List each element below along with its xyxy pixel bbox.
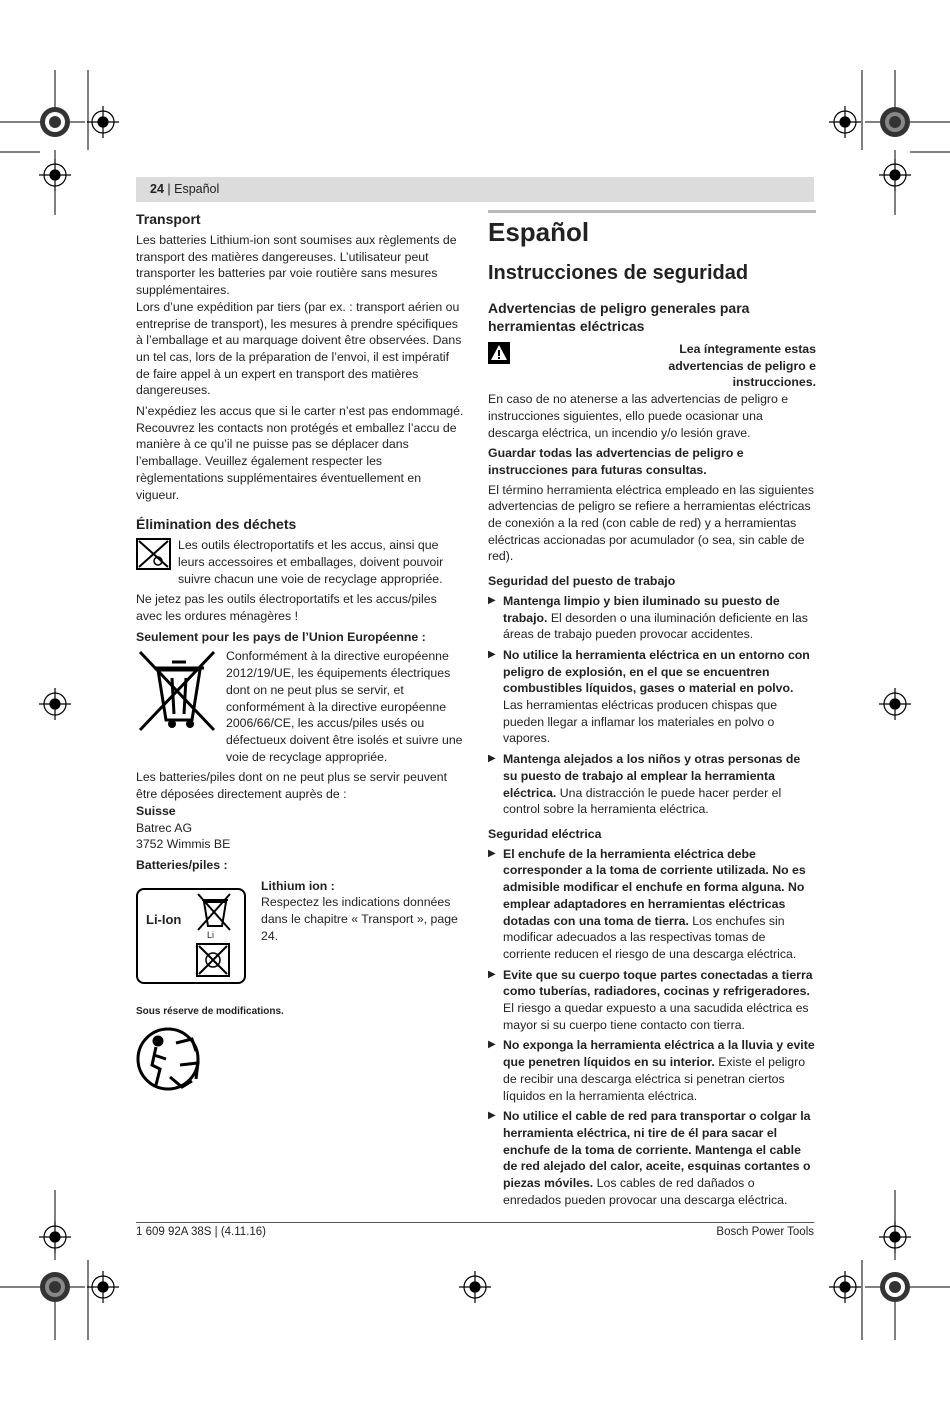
reserve-note: Sous réserve de modifications. [136,1005,284,1017]
bullet-triangle-icon: ▶ [488,1110,496,1122]
header-bar [136,177,814,202]
workplace-heading: Seguridad del puesto de trabajo [488,574,676,589]
header-section: | Español [167,182,220,196]
transport-paragraph-2: Lors d’une expédition par tiers (par ex. : transport aérien ou entreprise de transport), les mesures à prendre spécifiques à l’emballage et au marquage doivent être observées. Dans un tel cas, lors de la préparation de l’envoi, il est impératif de faire appel à un expert en transport des matières dangereuses. [136,299,462,398]
transport-paragraph-3: N’expédiez les accus que si le carter n’est pas endommagé. Recouvrez les contacts non protégés et emballez l’accu de manière à ce qu’il ne puisse pas se déplacer dans l’emballage. Veuillez également respecter les règlementations supplémentaires éventuellement en vigueur. [136,404,464,502]
li-ion-badge [136,888,246,984]
term-definition: El término herramienta eléctrica empleado en las siguientes advertencias de peligro se refiere a herramientas eléctricas de conexión a la red (con cable de red) y a herramientas eléctricas accionadas por acumulador (o sea, sin cable de red). [488,482,815,564]
safety-heading: Instrucciones de seguridad [488,262,749,284]
triman-icon [136,1025,208,1095]
lithium-info [261,878,464,984]
address-label: 3752 Wimmis BE [136,837,231,852]
bullet-triangle-icon: ▶ [488,594,496,606]
page-header [150,182,219,196]
return-text: Les batteries/piles dont on ne peut plus se servir peuvent être déposées directement auprès de : [136,770,448,802]
bullet-triangle-icon: ▶ [488,968,496,980]
eu-heading: Seulement pour les pays de l’Union Européenne : [136,629,426,644]
bullet-triangle-icon: ▶ [488,847,496,859]
li-ion-label: Li-Ion [146,911,182,927]
list-item: ▶ No utilice la herramienta eléctrica en un entorno con peligro de explosión, en el que se encuentren combustibles líquidos, gases o material en polvo. Las herramientas eléctricas producen chispas que pueden llegar a inflamar los materiales en polvo o vapores. [488,647,810,746]
right-column [488,210,816,1208]
page-number: 24 [150,182,164,196]
batrec-label: Batrec AG [136,820,193,835]
list-item: ▶ No utilice el cable de red para transportar o colgar la herramienta eléctrica, ni tire de él para sacar el enchufe de la toma de corriente. Mantenga el cable de red alejado del calor, aceite, esquinas cortantes o piezas móviles. Los cables de red dañados o enredados pueden provocar una descarga eléctrica. [488,1109,811,1207]
list-item: ▶ Mantenga alejados a los niños y otras personas de su puesto de trabajo al emplear la herramienta eléctrica. Una distracción le puede hacer perder el control sobre la herramienta eléctrica. [488,752,801,817]
page-title: Español [488,210,816,247]
keep-instructions: Guardar todas las advertencias de peligro e instrucciones para futuras consultas. [488,446,744,477]
warning-bold-text: Lea íntegramente estas advertencias de peligro e instrucciones. [668,342,816,390]
eu-text: Conformément à la directive européenne 2012/19/UE, les équipements électriques dont on ne peut plus se servir, et conformément à la directive européenne 2006/66/CE, les accus/piles usés ou défectueux doivent être isolés et suivre une voie de recyclage appropriée. [226,649,463,764]
recycle-tools-icon [136,537,172,571]
general-warnings-heading: Advertencias de peligro generales para herramientas eléctricas [488,300,750,334]
disposal-paragraph-2: Ne jetez pas les outils électroportatifs et les accus/piles avec les ordures ménagères ! [136,592,437,624]
warning-triangle-icon [488,342,510,364]
li-small-label: Li [207,929,215,940]
bullet-triangle-icon: ▶ [488,753,496,765]
lithium-text: Respectez les indications données dans le chapitre « Transport », page 24. [261,895,458,943]
battery-bin-icon [194,892,234,934]
warning-block [488,341,816,441]
crossed-bin-icon [136,648,218,734]
recycle-bin-icon [196,943,230,977]
electric-heading: Seguridad eléctrica [488,826,602,841]
list-item: ▶ No exponga la herramienta eléctrica a la lluvia y evite que penetren líquidos en su interior. Existe el peligro de recibir una descarga eléctrica si penetran ciertos líquidos en la herramienta eléctrica. [488,1038,815,1103]
left-column [136,210,464,1100]
list-item: ▶ Evite que su cuerpo toque partes conectadas a tierra como tuberías, radiadores, cocinas y refrigeradores. El riesgo a quedar expuesto a una sacudida eléctrica es mayor si su cuerpo tiene contacto con tierra. [488,967,813,1032]
lithium-heading: Lithium ion : [261,878,335,893]
batteries-heading: Batteries/piles : [136,857,228,872]
footer-divider [136,1222,814,1223]
battery-block [136,878,464,984]
eu-block [136,648,464,765]
transport-paragraph-1: Les batteries Lithium-ion sont soumises aux règlements de transport des matières dangereuses. L’utilisateur peut transporter les batteries par voie routière sans mesures supplémentaires. [136,233,457,298]
warning-rest-text: En caso de no atenerse a las advertencias de peligro e instrucciones siguientes, ello puede ocasionar una descarga eléctrica, un incendio y/o lesión grave. [488,392,789,440]
list-item: ▶ El enchufe de la herramienta eléctrica debe corresponder a la toma de corriente utilizada. No es admisible modificar el enchufe en forma alguna. No emplear adaptadores en herramientas eléctricas dotadas con una toma de tierra. Los enchufes sin modificar adecuados a las respectivas tomas de corriente reducen el riesgo de una descarga eléctrica. [488,846,806,961]
disposal-heading: Élimination des déchets [136,516,297,533]
transport-heading: Transport [136,211,201,227]
suisse-label: Suisse [136,803,176,818]
footer-doc-number: 1 609 92A 38S | (4.11.16) [136,1226,267,1238]
list-item: ▶ Mantenga limpio y bien iluminado su puesto de trabajo. El desorden o una iluminación deficiente en las áreas de trabajo pueden provocar accidentes. [488,593,808,642]
bullet-triangle-icon: ▶ [488,648,496,660]
footer-brand: Bosch Power Tools [716,1226,814,1238]
bullet-triangle-icon: ▶ [488,1039,496,1051]
disposal-block [136,537,464,587]
disposal-icon-text: Les outils électroportatifs et les accus, ainsi que leurs accessoires et emballages, doivent pouvoir suivre chacun une voie de recyclage appropriée. [178,538,444,586]
